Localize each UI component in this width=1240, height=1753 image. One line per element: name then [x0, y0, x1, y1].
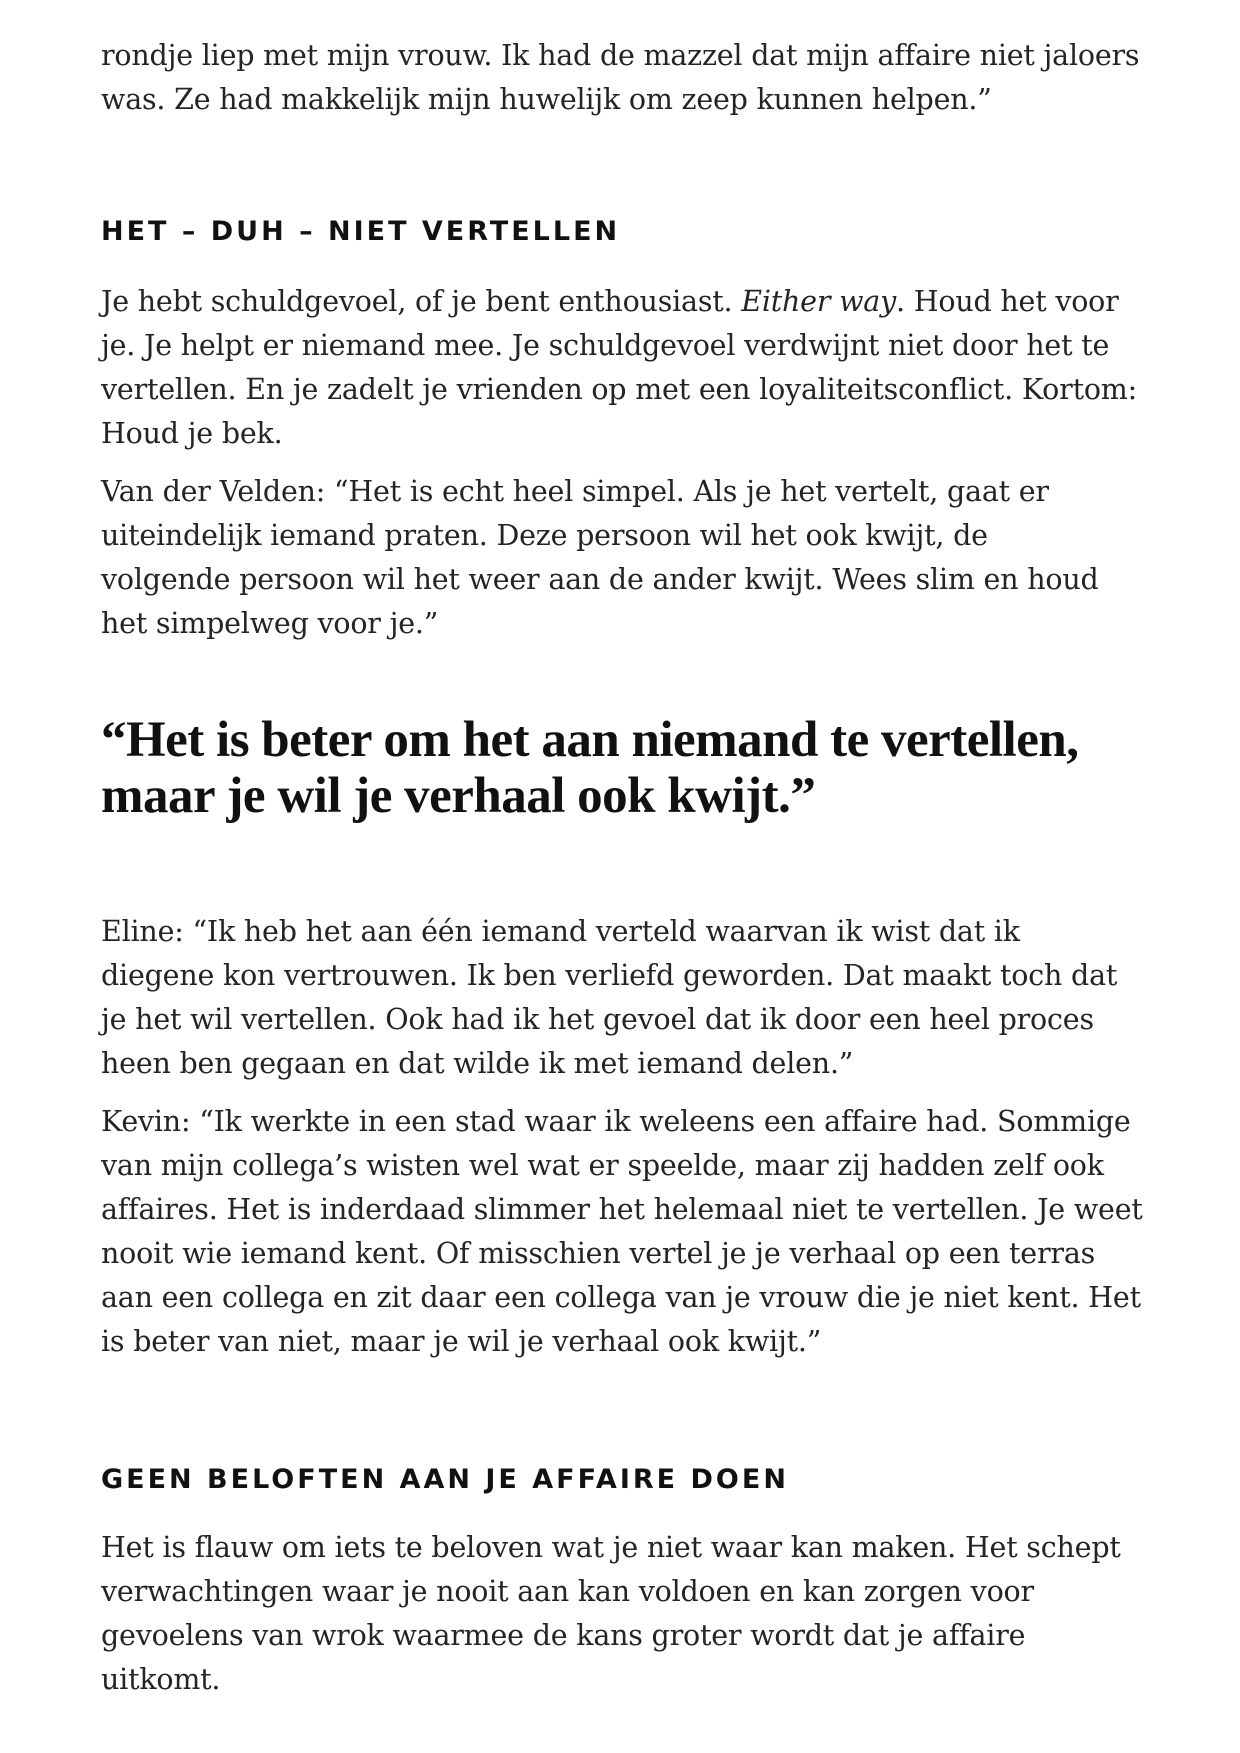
paragraph-van-der-velden: Van der Velden: “Het is echt heel simpel. Als je het vertelt, gaat er uiteindelijk iemand praten. Deze persoon wil het ook kwijt, de volgende persoon wil het weer aan de ander kwijt. Wees slim en houd het simpelweg voor je.” [101, 475, 1099, 640]
pull-quote: “Het is beter om het aan niemand te vertellen, maar je wil je verhaal ook kwijt.” [101, 712, 1079, 824]
paragraph-beloften: Het is flauw om iets te beloven wat je niet waar kan maken. Het schept verwachtingen waar je nooit aan kan voldoen en kan zorgen voor gevoelens van wrok waarmee de kans groter wordt dat je affaire uitkomt. [101, 1531, 1121, 1696]
paragraph-schuldgevoel-start: Je hebt schuldgevoel, of je bent enthousiast. [101, 285, 742, 318]
section-heading-geen-beloften: GEEN BELOFTEN AAN JE AFFAIRE DOEN [101, 1464, 789, 1495]
paragraph-schuldgevoel-italic: Either way [741, 285, 896, 318]
paragraph-schuldgevoel [101, 280, 1146, 456]
paragraph-schuldgevoel-end: . Houd het voor je. Je helpt er niemand mee. Je schuldgevoel verdwijnt niet door het te vertellen. En je zadelt je vrienden op met een loyaliteitsconflict. Kortom: Houd je bek. [101, 285, 1138, 450]
section-heading-niet-vertellen: HET – DUH – NIET VERTELLEN [101, 216, 621, 247]
paragraph-intro: rondje liep met mijn vrouw. Ik had de mazzel dat mijn affaire niet jaloers was. Ze had makkelijk mijn huwelijk om zeep kunnen helpen.” [101, 39, 1140, 116]
paragraph-kevin: Kevin: “Ik werkte in een stad waar ik weleens een affaire had. Sommige van mijn collega’s wisten wel wat er speelde, maar zij hadden zelf ook affaires. Het is inderdaad slimmer het helemaal niet te vertellen. Je weet nooit wie iemand kent. Of misschien vertel je je verhaal op een terras aan een collega en zit daar een collega van je vrouw die je niet kent. Het is beter van niet, maar je wil je verhaal ook kwijt.” [101, 1105, 1143, 1358]
paragraph-eline: Eline: “Ik heb het aan één iemand verteld waarvan ik wist dat ik diegene kon vertrouwen. Ik ben verliefd geworden. Dat maakt toch dat je het wil vertellen. Ook had ik het gevoel dat ik door een heel proces heen ben gegaan en dat wilde ik met iemand delen.” [101, 915, 1118, 1080]
